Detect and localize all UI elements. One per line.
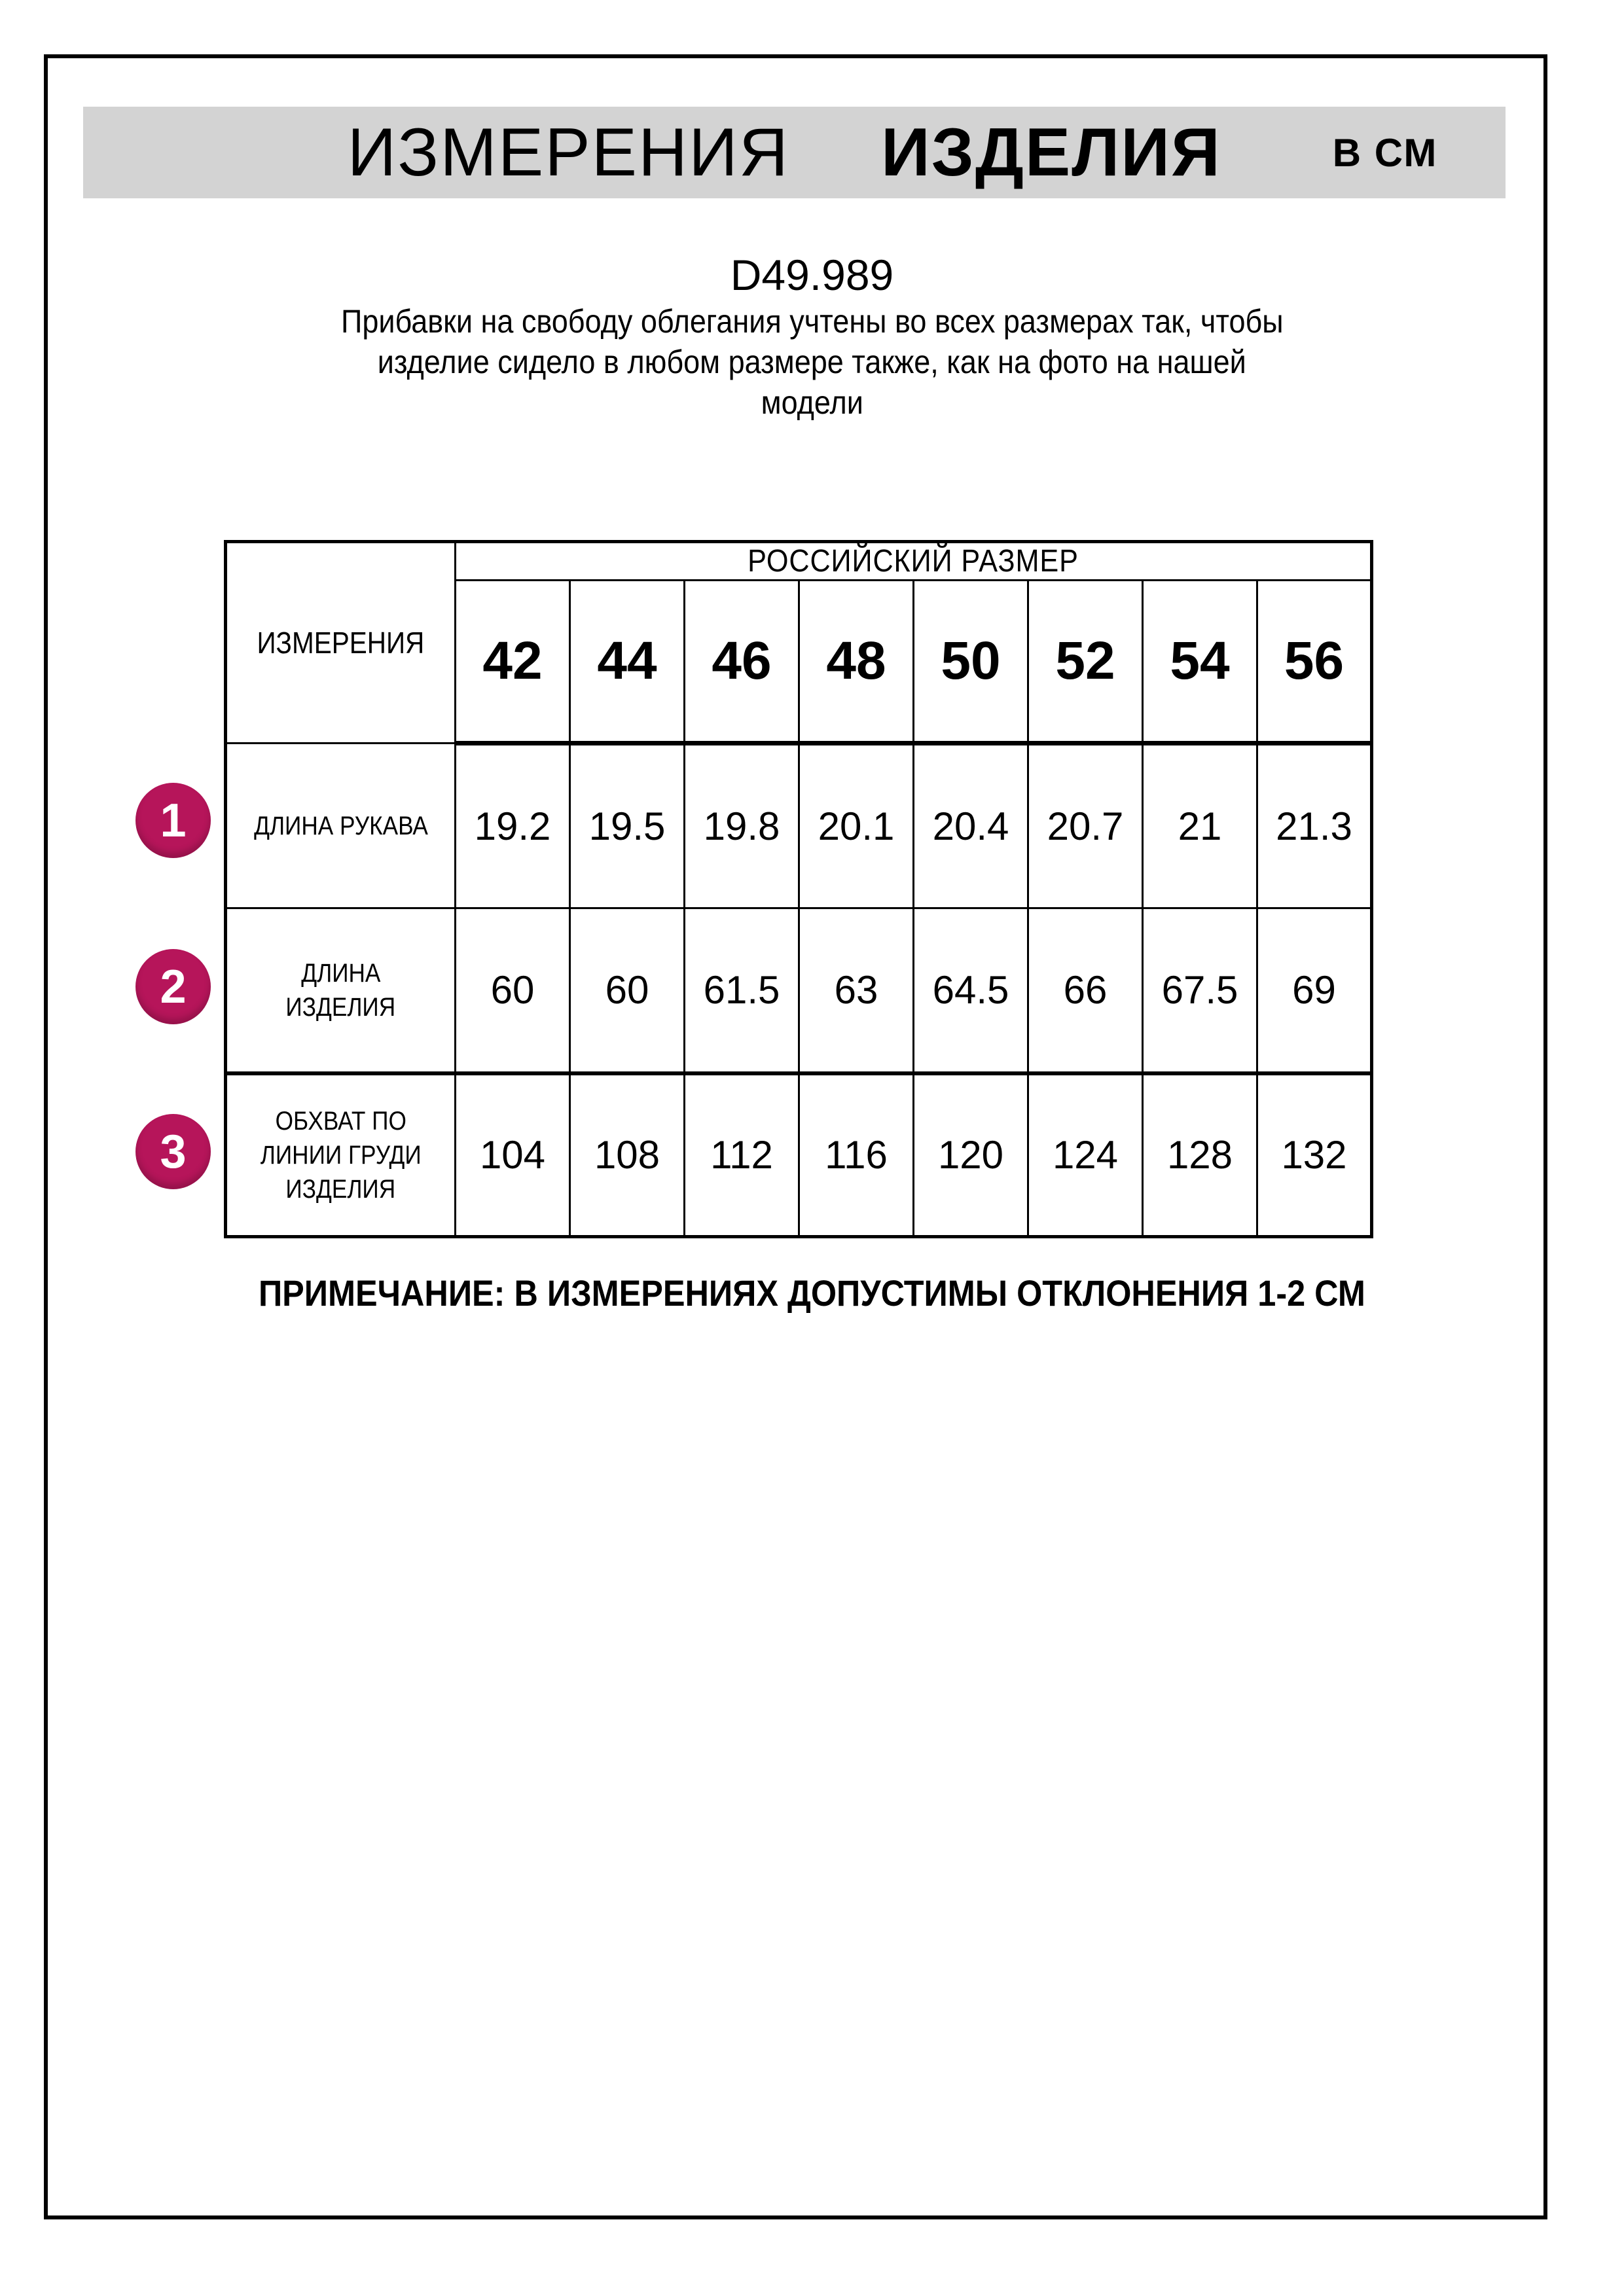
row-label-line xyxy=(227,1172,454,1206)
value-cell: 112 xyxy=(685,1073,799,1237)
row-marker-number: 3 xyxy=(160,1125,187,1178)
row-label-line xyxy=(227,956,454,990)
corner-header-label: ИЗМЕРЕНИЯ xyxy=(257,626,425,660)
row-marker-number: 2 xyxy=(160,960,187,1013)
row-label-text: ОБХВАТ ПО xyxy=(275,1106,406,1136)
title-band xyxy=(83,107,1506,198)
value-cell: 124 xyxy=(1028,1073,1143,1237)
size-header-cell: 56 xyxy=(1257,581,1372,744)
size-header-cell: 46 xyxy=(685,581,799,744)
size-group-header-cell xyxy=(456,542,1372,581)
value-cell: 116 xyxy=(799,1073,914,1237)
subtitle-line-text: модели xyxy=(761,384,863,421)
size-header-cell: 44 xyxy=(570,581,685,744)
title-word-product: ИЗДЕЛИЯ xyxy=(880,114,1221,190)
value-cell: 20.4 xyxy=(914,744,1028,908)
value-cell: 128 xyxy=(1143,1073,1257,1237)
value-cell: 20.1 xyxy=(799,744,914,908)
value-cell: 21 xyxy=(1143,744,1257,908)
row-label-line xyxy=(227,1138,454,1172)
subtitle-line-text: изделие сидело в любом размере также, как на фото на нашей xyxy=(377,344,1247,380)
size-group-header-label: РОССИЙСКИЙ РАЗМЕР xyxy=(748,544,1079,579)
product-code: D49.989 xyxy=(730,251,894,299)
title-word-measurements: ИЗМЕРЕНИЯ xyxy=(347,114,789,190)
value-cell: 63 xyxy=(799,908,914,1073)
row-label-text: ДЛИНА РУКАВА xyxy=(253,811,428,840)
footnote-text: ПРИМЕЧАНИЕ: В ИЗМЕРЕНИЯХ ДОПУСТИМЫ ОТКЛОНЕНИЯ 1-2 СМ xyxy=(259,1272,1365,1314)
row-marker-3 xyxy=(135,1114,211,1189)
value-cell: 20.7 xyxy=(1028,744,1143,908)
title-unit-label: В СМ xyxy=(1332,130,1438,175)
row-label-text: ЛИНИИ ГРУДИ xyxy=(260,1140,422,1170)
row-marker-number: 1 xyxy=(160,794,187,847)
size-header-cell: 52 xyxy=(1028,581,1143,744)
corner-header-cell xyxy=(226,542,456,744)
subtitle-line-2 xyxy=(0,342,1624,382)
subtitle-line-1 xyxy=(0,301,1624,342)
value-cell: 104 xyxy=(456,1073,570,1237)
value-cell: 108 xyxy=(570,1073,685,1237)
value-cell: 19.8 xyxy=(685,744,799,908)
footnote xyxy=(0,1266,1624,1321)
table-row-sleeve-length xyxy=(226,744,1372,908)
value-cell: 19.2 xyxy=(456,744,570,908)
size-header-cell: 48 xyxy=(799,581,914,744)
row-label-cell xyxy=(226,908,456,1073)
row-label-cell xyxy=(226,1073,456,1237)
value-cell: 64.5 xyxy=(914,908,1028,1073)
value-cell: 21.3 xyxy=(1257,744,1372,908)
value-cell: 19.5 xyxy=(570,744,685,908)
size-header-cell: 42 xyxy=(456,581,570,744)
table-row-item-length xyxy=(226,908,1372,1073)
row-label-line xyxy=(227,990,454,1024)
row-marker-2 xyxy=(135,949,211,1024)
size-table xyxy=(224,540,1373,1238)
value-cell: 67.5 xyxy=(1143,908,1257,1073)
value-cell: 66 xyxy=(1028,908,1143,1073)
row-label-text: ИЗДЕЛИЯ xyxy=(285,1174,396,1204)
table-row-chest-girth xyxy=(226,1073,1372,1237)
row-label-text: ДЛИНА xyxy=(300,958,381,988)
subtitle-line-3 xyxy=(0,382,1624,423)
page-title xyxy=(348,114,1438,192)
subtitle-line-text: Прибавки на свободу облегания учтены во всех размерах так, чтобы xyxy=(340,303,1284,340)
size-header-cell: 54 xyxy=(1143,581,1257,744)
value-cell: 61.5 xyxy=(685,908,799,1073)
value-cell: 132 xyxy=(1257,1073,1372,1237)
value-cell: 60 xyxy=(456,908,570,1073)
row-label-line xyxy=(227,809,454,843)
size-header-cell: 50 xyxy=(914,581,1028,744)
row-marker-1 xyxy=(135,783,211,858)
subtitle xyxy=(0,301,1624,423)
value-cell: 120 xyxy=(914,1073,1028,1237)
row-label-line xyxy=(227,1104,454,1138)
row-label-text: ИЗДЕЛИЯ xyxy=(285,992,396,1022)
row-label-cell xyxy=(226,744,456,908)
value-cell: 60 xyxy=(570,908,685,1073)
value-cell: 69 xyxy=(1257,908,1372,1073)
